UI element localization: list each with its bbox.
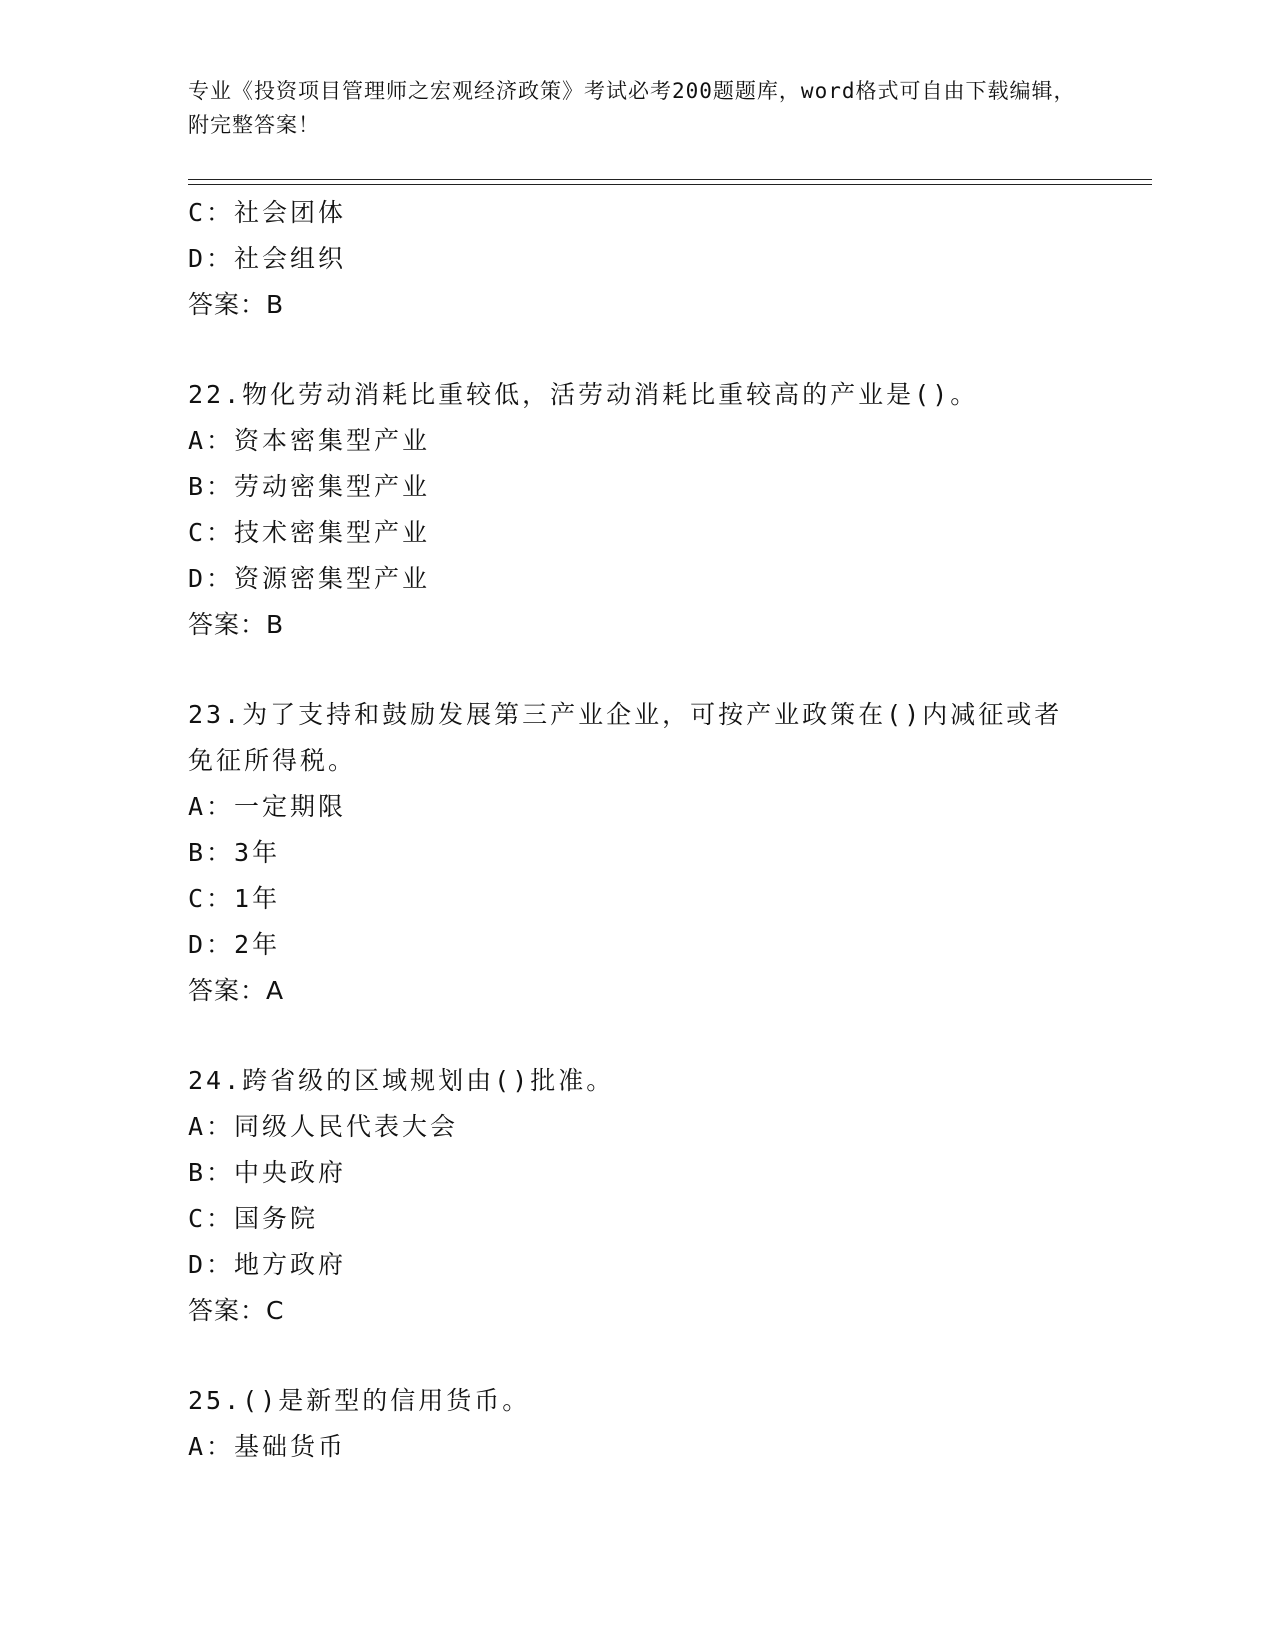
question-text: 24.跨省级的区域规划由()批准。 xyxy=(188,1066,615,1095)
question-22 xyxy=(188,372,1088,648)
document-header: 专业《投资项目管理师之宏观经济政策》考试必考200题题库，word格式可自由下载编辑，附完整答案！ xyxy=(188,79,1076,137)
question-text: 22.物化劳动消耗比重较低，活劳动消耗比重较高的产业是()。 xyxy=(188,380,979,409)
option-b: B：中央政府 xyxy=(188,1158,347,1187)
question-text: 23.为了支持和鼓励发展第三产业企业，可按产业政策在()内减征或者免征所得税。 xyxy=(188,700,1063,775)
option-c: C：技术密集型产业 xyxy=(188,518,431,547)
option-a: A：资本密集型产业 xyxy=(188,426,431,455)
question-text: 25.()是新型的信用货币。 xyxy=(188,1386,531,1415)
option-d: D：2年 xyxy=(188,930,281,959)
option-d: D：地方政府 xyxy=(188,1250,347,1279)
question-21-continuation xyxy=(188,190,1088,328)
question-24 xyxy=(188,1058,1088,1334)
option-d: D：资源密集型产业 xyxy=(188,564,431,593)
header-rule-bottom xyxy=(188,184,1152,185)
option-d: D：社会组织 xyxy=(188,244,347,273)
option-c: C：1年 xyxy=(188,884,281,913)
question-23 xyxy=(188,692,1088,1014)
option-b: B：劳动密集型产业 xyxy=(188,472,431,501)
question-25 xyxy=(188,1378,1088,1470)
option-b: B：3年 xyxy=(188,838,281,867)
header-rule-top xyxy=(188,179,1152,180)
question-content xyxy=(188,190,1088,1470)
option-c: C：国务院 xyxy=(188,1204,319,1233)
option-a: A：基础货币 xyxy=(188,1432,347,1461)
answer-line: 答案：C xyxy=(188,1296,285,1325)
option-a: A：同级人民代表大会 xyxy=(188,1112,459,1141)
answer-line: 答案：B xyxy=(188,290,285,319)
answer-line: 答案：A xyxy=(188,976,285,1005)
option-a: A：一定期限 xyxy=(188,792,347,821)
option-c: C：社会团体 xyxy=(188,198,347,227)
answer-line: 答案：B xyxy=(188,610,285,639)
